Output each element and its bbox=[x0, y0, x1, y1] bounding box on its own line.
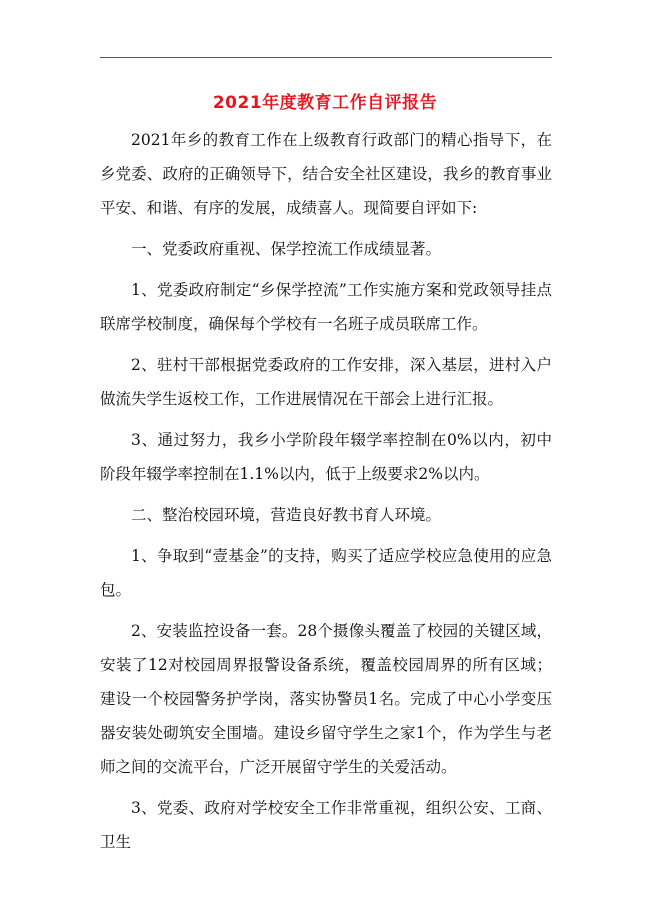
document-body bbox=[100, 123, 552, 866]
paragraph-1-2: 2、驻村干部根据党委政府的工作安排，深入基层，进村入户做流失学生返校工作，工作进展情况在干部会上进行汇报。 bbox=[100, 356, 552, 408]
paragraph-1-1: 1、党委政府制定“乡保学控流”工作实施方案和党政领导挂点联席学校制度，确保每个学校有一名班子成员联席工作。 bbox=[100, 281, 552, 333]
header-rule bbox=[100, 57, 552, 58]
paragraph-1-3: 3、通过努力，我乡小学阶段年辍学率控制在0%以内，初中阶段年辍学率控制在1.1%以内，低于上级要求2%以内。 bbox=[100, 431, 552, 483]
paragraph-2-1: 1、争取到“壹基金”的支持，购买了适应学校应急使用的应急包。 bbox=[100, 547, 552, 599]
section-heading-2: 二、整治校园环境，营造良好教书育人环境。 bbox=[131, 506, 442, 524]
paragraph-2-2: 2、安装监控设备一套。28个摄像头覆盖了校园的关键区域，安装了12对校园周界报警设备系统，覆盖校园周界的所有区域；建设一个校园警务护学岗，落实协警员1名。完成了中心小学变压器安装处砌筑安全围墙。建设乡留守学生之家1个，作为学生与老师之间的交流平台，广泛开展留守学生的关爱活动。 bbox=[100, 622, 552, 776]
document-title: 2021年度教育工作自评报告 bbox=[212, 93, 438, 113]
section-heading-1: 一、党委政府重视、保学控流工作成绩显著。 bbox=[131, 240, 442, 258]
paragraph-2-3: 3、党委、政府对学校安全工作非常重视，组织公安、工商、卫生 bbox=[100, 799, 552, 851]
paragraph-intro: 2021年乡的教育工作在上级教育行政部门的精心指导下，在乡党委、政府的正确领导下，结合安全社区建设，我乡的教育事业平安、和谐、有序的发展，成绩喜人。现简要自评如下: bbox=[100, 131, 552, 217]
